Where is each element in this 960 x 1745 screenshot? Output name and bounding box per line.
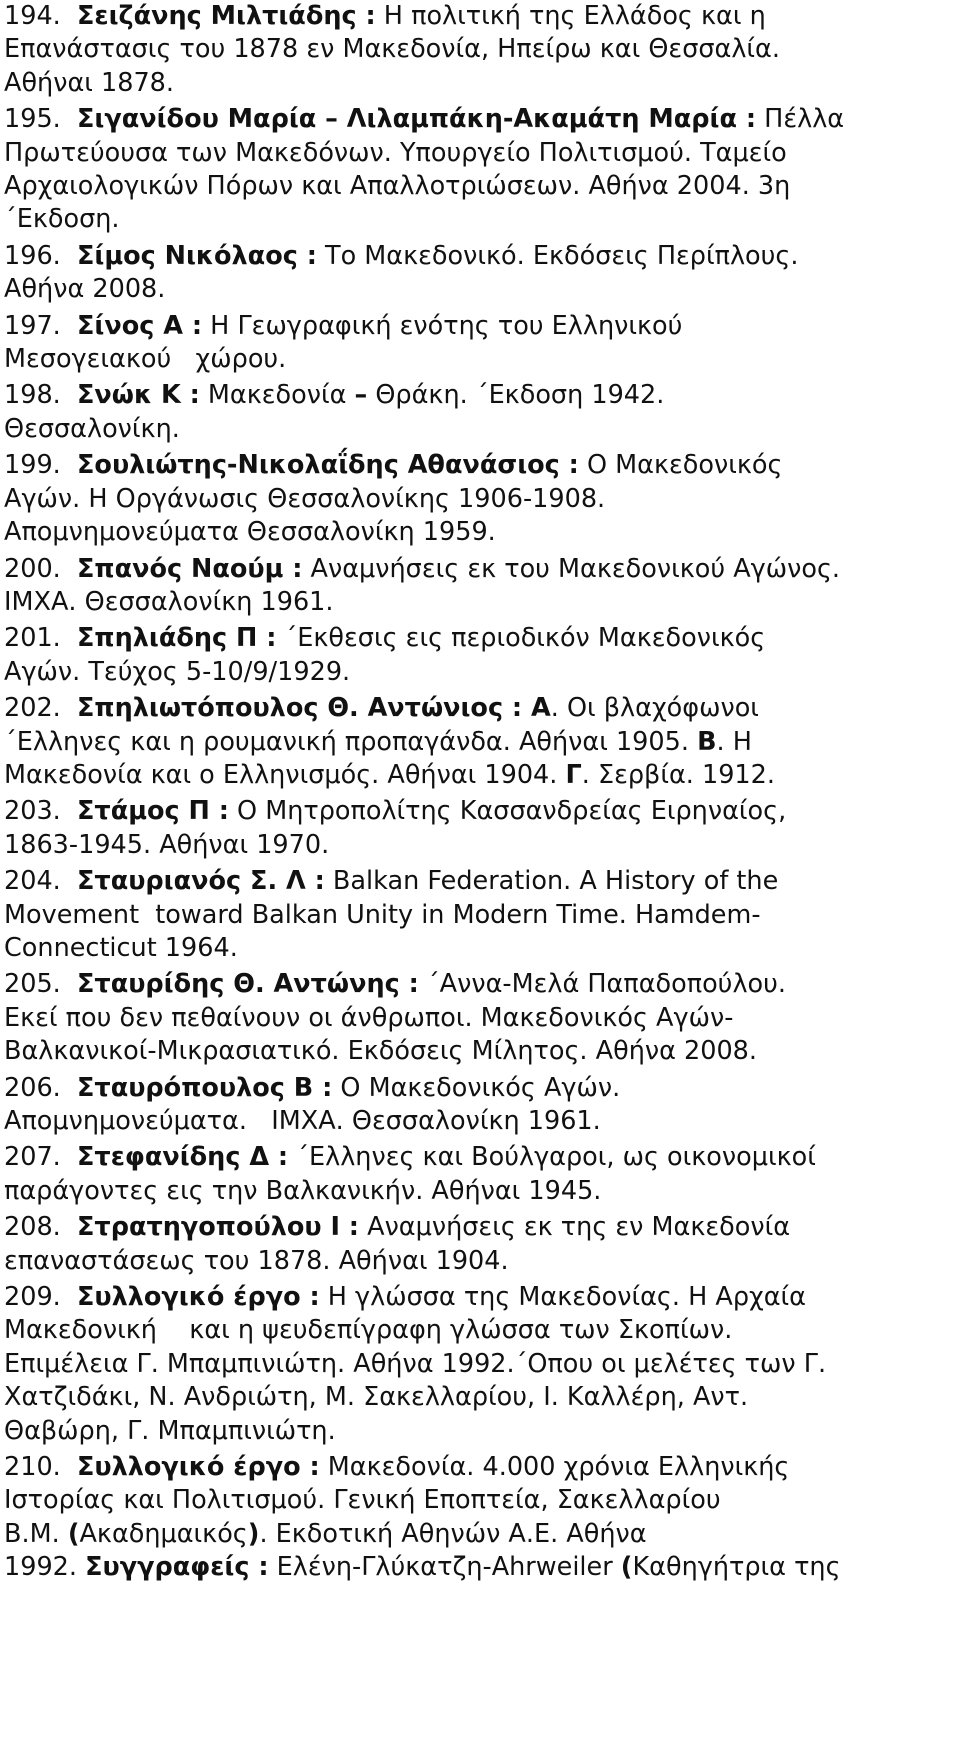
entry-author: ( [67, 1518, 80, 1549]
entry-number: 210. [4, 1452, 61, 1483]
entry-number: 206. [4, 1072, 61, 1103]
entry-text: Πέλλα Πρωτεύουσα των Μακεδόνων. Υπουργείο Πολιτισμού. Ταμείο Αρχαιολογικών Πόρων και Απαλλοτριώσεων. Αθήνα 2004. 3η ΄Εκδοση. [4, 104, 845, 235]
entry-text: Αναμνήσεις εκ του Μακεδονικού Αγώνος. ΙΜΧΑ. Θεσσαλονίκη 1961. [4, 553, 841, 617]
entry-number: 207. [4, 1142, 61, 1173]
entry-text: Η πολιτική της Ελλάδος και η Επανάστασις του 1878 εν Μακεδονία, Ηπείρω και Θεσσαλία. Αθήναι 1878. [4, 1, 780, 98]
entry-number: 209. [4, 1282, 61, 1313]
entry-author: Σιγανίδου Μαρία – Λιλαμπάκη-Ακαμάτη Μαρία : [77, 104, 757, 135]
entry-number: 204. [4, 866, 61, 897]
entry-number: 200. [4, 553, 61, 584]
entry-number: 202. [4, 693, 61, 724]
entry-author: Σπανός Ναούμ : [77, 553, 303, 584]
bibliography-entry [4, 379, 956, 446]
entry-text: Ο Μακεδονικός Αγών. Απομνημονεύματα. ΙΜΧΑ. Θεσσαλονίκη 1961. [4, 1072, 621, 1136]
bibliography-entry [4, 865, 956, 965]
entry-text: Η γλώσσα της Μακεδονίας. Η Αρχαία Μακεδονική και η ψευδεπίγραφη γλώσσα των Σκοπίων. Επιμέλεια Γ. Μπαμπινιώτη. Αθήνα 1992.΄Οπου οι μελέτες των Γ. Χατζιδάκι, Ν. Ανδριώτη, Μ. Σακελλαρίου, Ι. Καλλέρη, Αντ. Θαβώρη, Γ. Μπαμπινιώτη. [4, 1282, 827, 1446]
bibliography-entry [4, 449, 956, 549]
entry-number: 197. [4, 310, 61, 341]
entry-author: Σνώκ Κ : [77, 380, 200, 411]
bibliography-entry [4, 692, 956, 792]
bibliography-entry [4, 553, 956, 620]
entry-author: Β [697, 726, 717, 757]
bibliography-entry [4, 0, 956, 100]
entry-author: Γ [565, 759, 582, 790]
entry-text: Ακαδημαικός [79, 1518, 248, 1549]
entry-author: Στάμος Π : [77, 796, 229, 827]
entry-number: 201. [4, 623, 61, 654]
entry-author: ( [620, 1552, 633, 1583]
entry-author: Σταυρόπουλος Β : [77, 1072, 333, 1103]
entry-number: 208. [4, 1212, 61, 1243]
bibliography-entry [4, 103, 956, 237]
entry-author: ) [247, 1518, 260, 1549]
entry-text: Αναμνήσεις εκ της εν Μακεδονία επαναστάσεως του 1878. Αθήναι 1904. [4, 1212, 791, 1276]
bibliography-entry [4, 622, 956, 689]
entry-author: Στεφανίδης Δ : [77, 1142, 289, 1173]
entry-author: Σπηλιάδης Π : [77, 623, 277, 654]
entry-author: Σπηλιωτόπουλος Θ. Αντώνιος : Α [77, 693, 551, 724]
entry-text: Το Μακεδονικό. Εκδόσεις Περίπλους. Αθήνα 2008. [4, 240, 799, 305]
entry-text: ΄Ελληνες και Βούλγαροι, ως οικονομικοί παράγοντες εις την Βαλκανικήν. Αθήναι 1945. [4, 1142, 816, 1206]
entry-author: Σειζάνης Μιλτιάδης : [77, 1, 376, 31]
bibliography-entry [4, 1211, 956, 1278]
entry-author: Σουλιώτης-Νικολαΐδης Αθανάσιος : [77, 450, 579, 481]
entry-author: Συγγραφείς : [85, 1552, 269, 1583]
entry-author: Σταυρίδης Θ. Αντώνης : [77, 969, 419, 1000]
bibliography-entry [4, 795, 956, 862]
entry-number: 205. [4, 969, 61, 1000]
bibliography-entry [4, 968, 956, 1068]
entry-text: Η Γεωγραφική ενότης του Ελληνικού Μεσογειακού χώρου. [4, 310, 683, 375]
entry-number: 195. [4, 104, 61, 135]
entry-text: . Σερβία. 1912. [581, 759, 775, 790]
entry-number: 194. [4, 1, 61, 31]
entry-text: ΄Αννα-Μελά Παπαδοπούλου. Εκεί που δεν πεθαίνουν οι άνθρωποι. Μακεδονικός Αγών- Βαλκανικοί-Μικρασιατικό. Εκδόσεις Μίλητος. Αθήνα 2008. [4, 969, 786, 1067]
bibliography-entry [4, 310, 956, 377]
entry-text: Ο Μακεδονικός Αγών. Η Οργάνωσις Θεσσαλονίκης 1906-1908. Απομνημονεύματα Θεσσαλονίκη 1959. [4, 450, 783, 548]
entry-author: Σίμος Νικόλαος : [77, 240, 317, 271]
bibliography-entry [4, 240, 956, 307]
entry-text: ΄Εκθεσις εις περιοδικόν Μακεδονικός Αγών. Τεύχος 5-10/9/1929. [4, 623, 766, 687]
entry-text: Καθηγήτρια της [632, 1552, 841, 1583]
entry-text: Μακεδονία. 4.000 χρόνια Ελληνικής Ιστορίας και Πολιτισμού. Γενική Εποπτεία, Σακελλαρίου Β.Μ. [4, 1452, 790, 1549]
entry-author: Σταυριανός Σ. Λ : [77, 866, 325, 897]
entry-number: 196. [4, 240, 61, 271]
entry-author: – [354, 380, 368, 411]
entry-author: Συλλογικό έργο : [77, 1452, 320, 1483]
entry-text: Ο Μητροπολίτης Κασσανδρείας Ειρηναίος, 1863-1945. Αθήναι 1970. [4, 796, 787, 860]
bibliography-entry [4, 1451, 956, 1585]
entry-text: Ελένη-Γλύκατζη-Ahrweiler [268, 1552, 621, 1583]
entry-text: . Εκδοτική Αθηνών Α.Ε. Αθήνα 1992. [4, 1518, 647, 1583]
entry-number: 199. [4, 450, 61, 481]
entry-author: Συλλογικό έργο : [77, 1282, 320, 1313]
entry-number: 203. [4, 796, 61, 827]
entry-number: 198. [4, 380, 61, 411]
bibliography-entry [4, 1141, 956, 1208]
bibliography-entry [4, 1072, 956, 1139]
entry-author: Σίνος Α : [77, 310, 203, 341]
entry-text: . Οι βλαχόφωνοι ΄Ελληνες και η ρουμανική προπαγάνδα. Αθήναι 1905. [4, 693, 759, 757]
entry-author: Στρατηγοπούλου Ι : [77, 1212, 360, 1243]
entry-text: Μακεδονία [199, 380, 355, 411]
bibliography-entry [4, 1281, 956, 1448]
entry-text: . Η Μακεδονία και ο Ελληνισμός. Αθήναι 1904. [4, 726, 752, 790]
entry-text: Balkan Federation. A History of the Movement toward Balkan Unity in Modern Time. Hamdem- Connecticut 1964. [4, 866, 779, 963]
entry-text: Θράκη. ΄Εκδοση 1942. Θεσσαλονίκη. [4, 380, 665, 444]
